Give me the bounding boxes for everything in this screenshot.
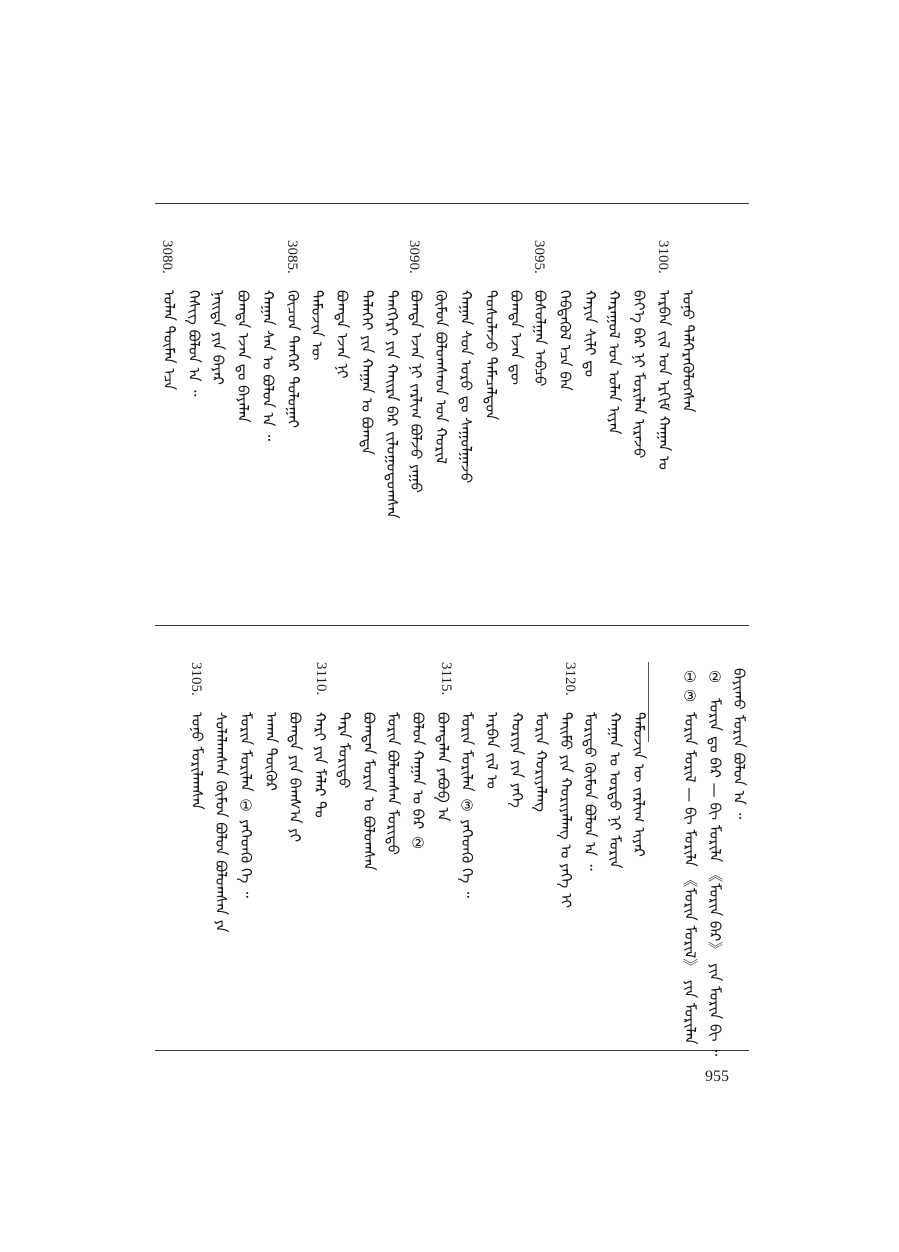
text-column: ᠬᠡᠪᠲᠡᠭᠦᠯ ᠡᠴᠡ ᠪᠡᠨ <box>556 290 574 391</box>
text-column: ᠮᠣᠷᠢᠨ ᠮᠣᠷᠢᠯᠠᠨ ① ᠶᠡᠬᠡᠳᠬᠦ ᠭᠡ ᠃ <box>237 712 255 898</box>
line-number: 3110. <box>313 662 329 696</box>
text-column: ᠪᠣᠭᠳᠠ ᠡᠵᠡᠨ ᠨᠢ ᠵᠠᠷᠯᠢᠭ ᠪᠣᠯᠵᠤ ᠶᠠᠭᠤ <box>407 290 425 493</box>
line-number: 3090. <box>406 240 422 274</box>
text-column: ᠪᠣᠭᠳᠠ ᠡᠵᠡᠨ ᠳᠦ <box>507 290 525 385</box>
text-column: ᠪᠣᠭᠳᠠᠯᠠᠨ ᠶᠠᠪᠤᠪ ᠠ <box>434 712 452 822</box>
text-column: ᠬᠠᠭᠠᠨ ᠰᠤᠨ ᠣᠷᠣ ᠳᠤ ᠰᠠᠭᠤᠯᠭᠠᠵᠤ <box>457 290 475 484</box>
text-column: ᠲᠡᠮᠦᠵᠢᠨ ᠦ <box>308 290 326 361</box>
text-column: ᠲᠡᠩᠭᠡᠷᠢ ᠶᠢᠨ ᠬᠠᠢᠷᠠ ᠪᠠᠷ ᠵᠢᠯᠣᠭᠣᠳᠤᠭᠰᠠᠨ <box>383 290 401 519</box>
text-column: ᠰᠤᠯᠠᠯᠠᠭᠰᠠᠨ ᠬᠦᠮᠦᠨ ᠪᠣᠯᠤᠨ ᠪᠣᠯᠤᠭᠰᠠᠨ ᠶᠠ <box>212 712 230 933</box>
text-column: ᠬᠠᠷᠠᠭᠤᠯ ᠤᠨ ᠣᠯᠠᠨ ᠢᠶᠠᠨ <box>605 290 623 435</box>
text-column: ᠮᠣᠷᠢᠨ ᠪᠣᠯᠤᠭᠰᠠᠨ ᠮᠣᠷᠢᠳᠤ <box>384 712 402 856</box>
line-number: 3115. <box>438 662 454 696</box>
text-column: ᠬᠦᠮᠦᠨ ᠪᠣᠯᠤᠭᠰᠠᠳ ᠤᠨ ᠬᠤᠷᠢᠯ <box>432 290 450 464</box>
line-number: 3085. <box>284 240 300 274</box>
footnote-marker: ①③ <box>681 668 699 706</box>
text-column: ᠬᠦᠴᠦᠨ ᠲᠡᠨᠭᠡᠷ ᠲᠣᠯᠤᠭᠠᠢ <box>284 290 302 429</box>
text-column: ᠬᠠᠭᠠᠨ ᠤ ᠣᠷᠳᠣ ᠨᠢ ᠮᠣᠷᠢᠨ <box>606 712 624 869</box>
text-column: ᠲᠡᠢᠮᠦ ᠶᠢᠨ ᠬᠣᠷᠢᠶᠠᠯᠠᠩ ᠤ ᠶᠡᠬᠡ ᠢ <box>557 712 575 908</box>
footnote-text: ᠮᠣᠷᠢᠨ ᠳᠤ ᠪᠡᠷ — ᠪᠢ ᠮᠣᠷᠢᠯᠠ 《ᠮᠣᠷᠢᠨ ᠪᠡᠷ》 ᠶᠢᠨ ᠮᠣᠷᠢᠨ ᠪᠢ ᠃ <box>706 698 724 1057</box>
text-column: ᠬᠣᠷᠢᠶᠠ ᠶᠢᠨ ᠶᠡᠬᠡ <box>508 712 526 808</box>
text-column: ᠠᠬᠠᠨ ᠳᠦᠭᠦᠷ <box>262 712 280 791</box>
text-column: ᠲᠤᠰᠤᠯᠠᠵᠤ ᠲᠡᠮᠡᠴᠡᠯᠳᠦᠨ <box>482 290 500 421</box>
text-column: ᠲᠡᠮᠦᠵᠢᠨ ᠦ ᠵᠠᠷᠯᠢᠭ ᠢᠶᠠᠷ <box>630 712 648 857</box>
middle-rule <box>155 625 749 626</box>
text-column: ᠲᠡᠷᠡ ᠮᠣᠷᠢᠳᠤ <box>335 712 353 789</box>
text-column: ᠮᠣᠷᠢᠳᠤ ᠬᠦᠮᠦᠨ ᠪᠣᠯᠤᠨ ᠠ ᠃ <box>581 712 599 871</box>
text-column: ᠪᠣᠭᠳᠠ ᠶᠢᠨ ᠪᠠᠭᠰ᠎ᠠ ᠶᠢ <box>286 712 304 843</box>
text-column: ᠬᠡᠰᠢᠭ ᠪᠣᠯᠤᠨ ᠠ ᠃ <box>185 290 203 397</box>
line-number: 3120. <box>562 662 578 696</box>
text-column: ᠪᠣᠭᠳᠠ ᠡᠵᠡᠨ ᠨᠢ <box>333 290 351 379</box>
text-column: ᠪᠡᠶ᠎ᠡ ᠪᠡᠷ ᠨᠢ ᠮᠣᠷᠢᠯᠠᠨ ᠢᠷᠡᠵᠦ <box>630 290 648 459</box>
text-column: ᠬᠠᠷᠢ ᠶᠢᠨ ᠮᠠᠯᠠᠷ ᠲᠤ <box>311 712 329 818</box>
text-column: ᠠᠷᠪᠠᠨ ᠵᠢᠯ ᠤᠨ ᠡᠷᠬᠢᠮ ᠬᠠᠭᠠᠨ ᠤ <box>655 290 673 470</box>
text-column: ᠪᠤᠰᠤᠯᠭᠠᠨ ᠠᠪᠴᠤ <box>531 290 549 387</box>
text-column: ᠬᠠᠭᠠᠨ ᠰᠡᠨ ᠤ ᠪᠣᠯᠤᠨ ᠠ ᠃ <box>259 290 277 442</box>
footnote-marker: ② <box>706 668 724 687</box>
line-number: 3105. <box>188 662 204 696</box>
line-number: 3100. <box>655 240 671 274</box>
text-column: ᠣᠨᠣ ᠳᠡᠯᠭᠡᠷᠡᠭᠦᠯᠦᠭᠰᠡᠨ <box>679 290 697 413</box>
text-column: ᠣᠨᠣ ᠮᠣᠷᠢᠯᠠᠭᠰᠠᠨ <box>188 712 206 810</box>
top-rule <box>155 203 749 204</box>
text-column: ᠣᠯᠠᠨ ᠲᠦᠮᠡᠨ ᠡᠴᠡ <box>160 290 178 391</box>
page-number: 955 <box>705 1068 729 1085</box>
text-column: ᠮᠣᠷᠢᠨ ᠮᠣᠷᠢᠯᠠᠨ ③ ᠶᠡᠬᠡᠳᠬᠦ ᠭᠡ ᠃ <box>458 712 476 898</box>
line-number: 3095. <box>531 240 547 274</box>
footnote-text: ᠮᠣᠷᠢᠨ ᠮᠣᠷᠢᠯ — ᠪᠢ ᠮᠣᠷᠢᠯᠠ 《ᠮᠣᠷᠢᠨ ᠮᠣᠷᠢᠯ》 ᠶᠢᠨ ᠮᠣᠷᠢᠯᠠᠨ <box>681 712 699 1045</box>
text-column: ᠮᠣᠷᠢᠨ ᠬᠣᠷᠢᠶᠠᠯᠠᠩ <box>532 712 550 813</box>
text-column: ᠪᠣᠯᠤᠨ ᠬᠠᠭᠠᠨ ᠤ ᠪᠠᠷ ② <box>409 712 427 853</box>
text-column: ᠨᠡᠢᠲᠡ ᠶᠢᠨ ᠪᠠᠶᠠᠷ <box>209 290 227 385</box>
text-column: ᠠᠷᠪᠠᠨ ᠵᠢᠯ ᠤ <box>483 712 501 789</box>
text-column: ᠪᠣᠭᠳᠠ ᠡᠵᠡᠨ ᠳᠤ ᠪᠡᠶᠡᠯᠡᠨ <box>234 290 252 423</box>
line-number: 3080. <box>159 240 175 274</box>
footnote-head: ᠪᠠᠶᠢᠬᠤ ᠮᠣᠷᠢᠨ ᠪᠣᠯᠤᠨ ᠠ ᠃ <box>730 668 748 820</box>
bottom-rule <box>155 1050 749 1051</box>
text-column: ᠳᠡᠯᠡᠬᠡᠢ ᠶᠢᠨ ᠬᠠᠭᠠᠨ ᠤ ᠪᠣᠭᠳᠠ <box>358 290 376 455</box>
text-column: ᠬᠠᠶᠢᠨ ᠰᠢᠯᠢ ᠳᠤ <box>581 290 599 377</box>
text-column: ᠪᠣᠭᠳᠠᠨ ᠮᠣᠷᠢᠨ ᠤ ᠪᠣᠯᠤᠭᠰᠠᠨ <box>360 712 378 871</box>
